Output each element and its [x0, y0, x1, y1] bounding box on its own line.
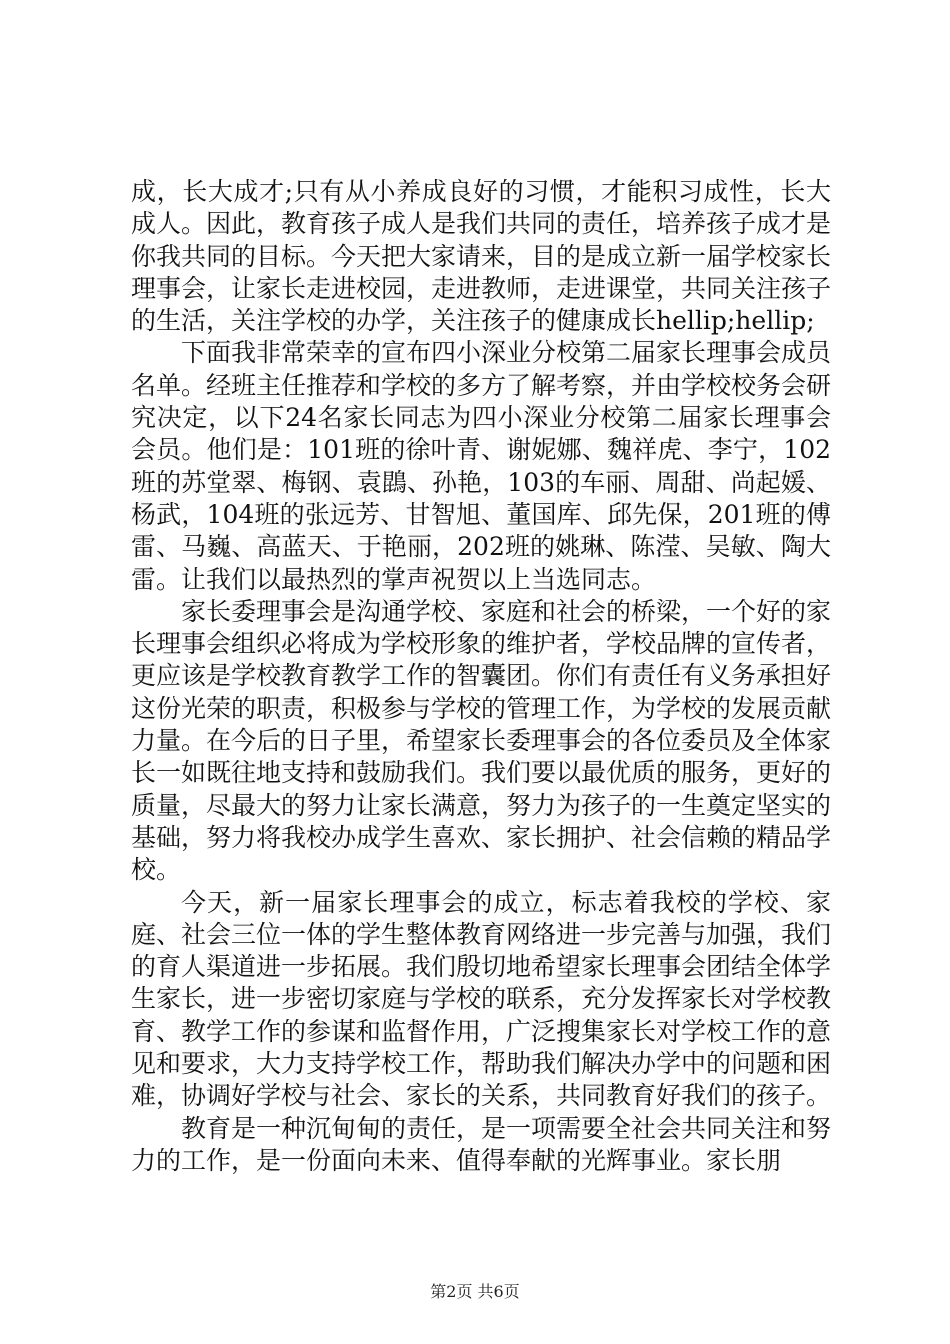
paragraph-education-responsibility: 教育是一种沉甸甸的责任，是一项需要全社会共同关注和努力的工作，是一份面向未来、值得奉献的光辉事业。家长朋 [131, 1113, 832, 1175]
paragraph-new-council: 今天，新一届家长理事会的成立，标志着我校的学校、家庭、社会三位一体的学生整体教育网络进一步完善与加强，我们的育人渠道进一步拓展。我们殷切地希望家长理事会团结全体学生家长，进一步密切家庭与学校的联系，充分发挥家长对学校教育、教学工作的参谋和监督作用，广泛搜集家长对学校工作的意见和要求，大力支持学校工作，帮助我们解决办学中的问题和困难，协调好学校与社会、家长的关系，共同教育好我们的孩子。 [131, 887, 832, 1111]
page-number-footer: 第2页 共6页 [430, 1282, 520, 1301]
document-body [131, 176, 831, 1177]
paragraph-member-list: 下面我非常荣幸的宣布四小深业分校第二届家长理事会成员名单。经班主任推荐和学校的多方了解考察，并由学校校务会研究决定，以下24名家长同志为四小深业分校第二届家长理事会会员。他们是：101班的徐叶青、谢妮娜、魏祥虎、李宁，102班的苏堂翠、梅钢、袁鵾、孙艳，103的车丽、周甜、尚起媛、杨武，104班的张远芳、甘智旭、董国库、邱先保，201班的傅雷、马巍、高蓝天、于艳丽，202班的姚琳、陈滢、吴敏、陶大雷。让我们以最热烈的掌声祝贺以上当选同志。 [131, 338, 832, 594]
paragraph-continuation: 成，长大成才;只有从小养成良好的习惯，才能积习成性，长大成人。因此，教育孩子成人是我们共同的责任，培养孩子成才是你我共同的目标。今天把大家请来，目的是成立新一届学校家长理事会，让家长走进校园，走进教师，走进课堂，共同关注孩子的生活，关注学校的办学，关注孩子的健康成长hellip;hellip; [131, 177, 832, 336]
paragraph-council-role: 家长委理事会是沟通学校、家庭和社会的桥梁，一个好的家长理事会组织必将成为学校形象的维护者，学校品牌的宣传者，更应该是学校教育教学工作的智囊团。你们有责任有义务承担好这份光荣的职责，积极参与学校的管理工作，为学校的发展贡献力量。在今后的日子里，希望家长委理事会的各位委员及全体家长一如既往地支持和鼓励我们。我们要以最优质的服务，更好的质量，尽最大的努力让家长满意，努力为孩子的一生奠定坚实的基础，努力将我校办成学生喜欢、家长拥护、社会信赖的精品学校。 [131, 596, 832, 885]
